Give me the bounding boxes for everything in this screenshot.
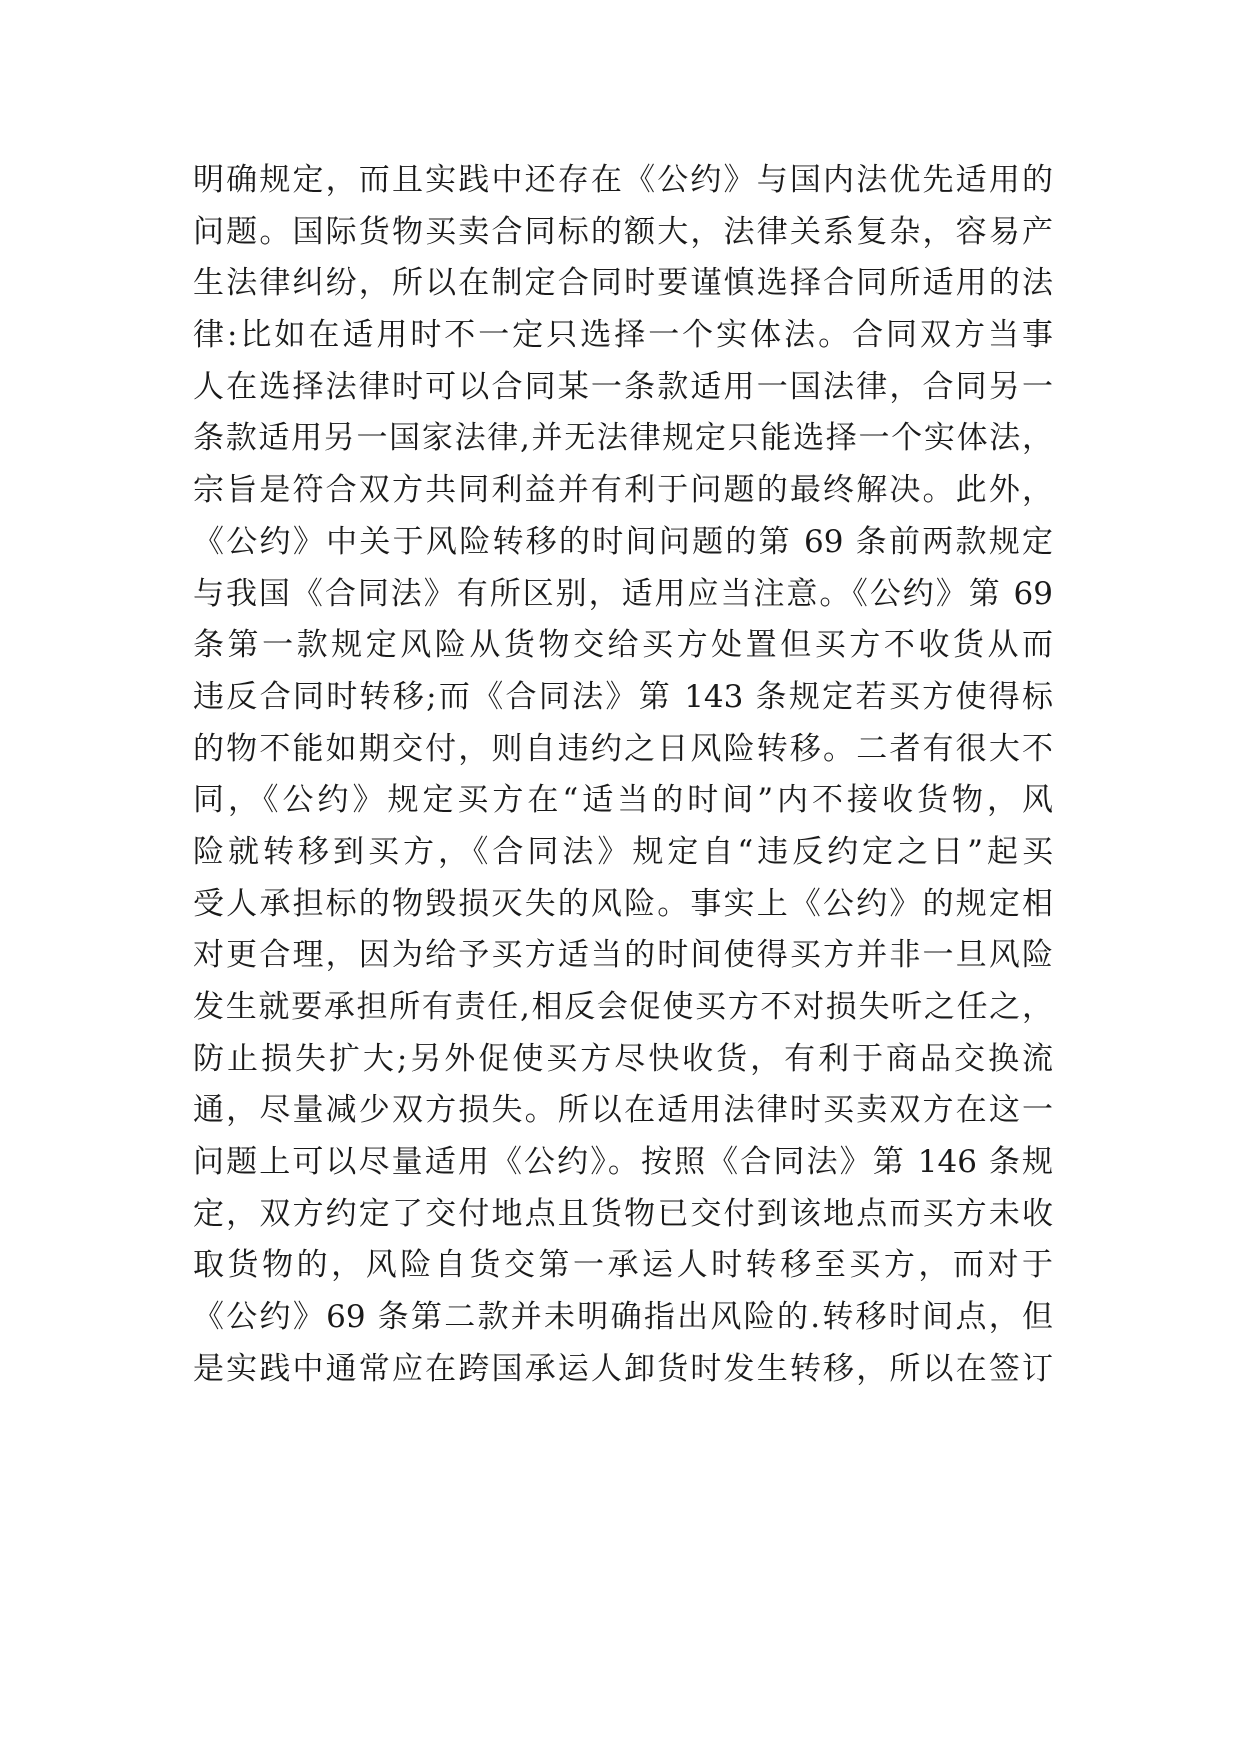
text-line: 《公约》69 条第二款并未明确指出风险的.转移时间点，但 — [193, 1299, 1053, 1336]
text-line: 条第一款规定风险从货物交给买方处置但买方不收货从而 — [193, 627, 1053, 664]
text-line: 取货物的，风险自货交第一承运人时转移至买方，而对于 — [193, 1247, 1053, 1284]
text-line: 人在选择法律时可以合同某一条款适用一国法律，合同另一 — [193, 368, 1053, 405]
text-line: 生法律纠纷，所以在制定合同时要谨慎选择合同所适用的法 — [193, 265, 1053, 302]
text-line: 同，《公约》规定买方在“适当的时间”内不接收货物，风 — [193, 782, 1053, 819]
text-line: 对更合理，因为给予买方适当的时间使得买方并非一旦风险 — [193, 937, 1053, 974]
text-line: 险就转移到买方，《合同法》规定自“违反约定之日”起买 — [193, 833, 1053, 870]
text-line: 是实践中通常应在跨国承运人卸货时发生转移，所以在签订 — [193, 1350, 1053, 1387]
text-line: 防止损失扩大;另外促使买方尽快收货，有利于商品交换流 — [193, 1040, 1053, 1077]
text-line: 宗旨是符合双方共同利益并有利于问题的最终解决。此外， — [193, 472, 1053, 509]
text-line: 发生就要承担所有责任,相反会促使买方不对损失听之任之， — [193, 989, 1053, 1025]
text-line: 律:比如在适用时不一定只选择一个实体法。合同双方当事 — [193, 317, 1053, 354]
text-line: 问题。国际货物买卖合同标的额大，法律关系复杂，容易产 — [193, 213, 1053, 250]
text-line: 受人承担标的物毁损灭失的风险。事实上《公约》的规定相 — [193, 885, 1053, 922]
text-line: 条款适用另一国家法律,并无法律规定只能选择一个实体法， — [193, 420, 1053, 457]
text-line: 与我国《合同法》有所区别，适用应当注意。《公约》第 69 — [193, 575, 1053, 612]
text-line: 定，双方约定了交付地点且货物已交付到该地点而买方未收 — [193, 1195, 1053, 1232]
text-line: 的物不能如期交付，则自违约之日风险转移。二者有很大不 — [193, 730, 1053, 767]
body-text — [193, 155, 1053, 1396]
text-line: 通，尽量减少双方损失。所以在适用法律时买卖双方在这一 — [193, 1092, 1053, 1129]
text-line: 《公约》中关于风险转移的时间问题的第 69 条前两款规定 — [193, 523, 1053, 560]
text-line: 违反合同时转移;而《合同法》第 143 条规定若买方使得标 — [193, 678, 1053, 715]
text-line: 问题上可以尽量适用《公约》。按照《合同法》第 146 条规 — [193, 1144, 1053, 1181]
text-line: 明确规定，而且实践中还存在《公约》与国内法优先适用的 — [193, 162, 1053, 198]
